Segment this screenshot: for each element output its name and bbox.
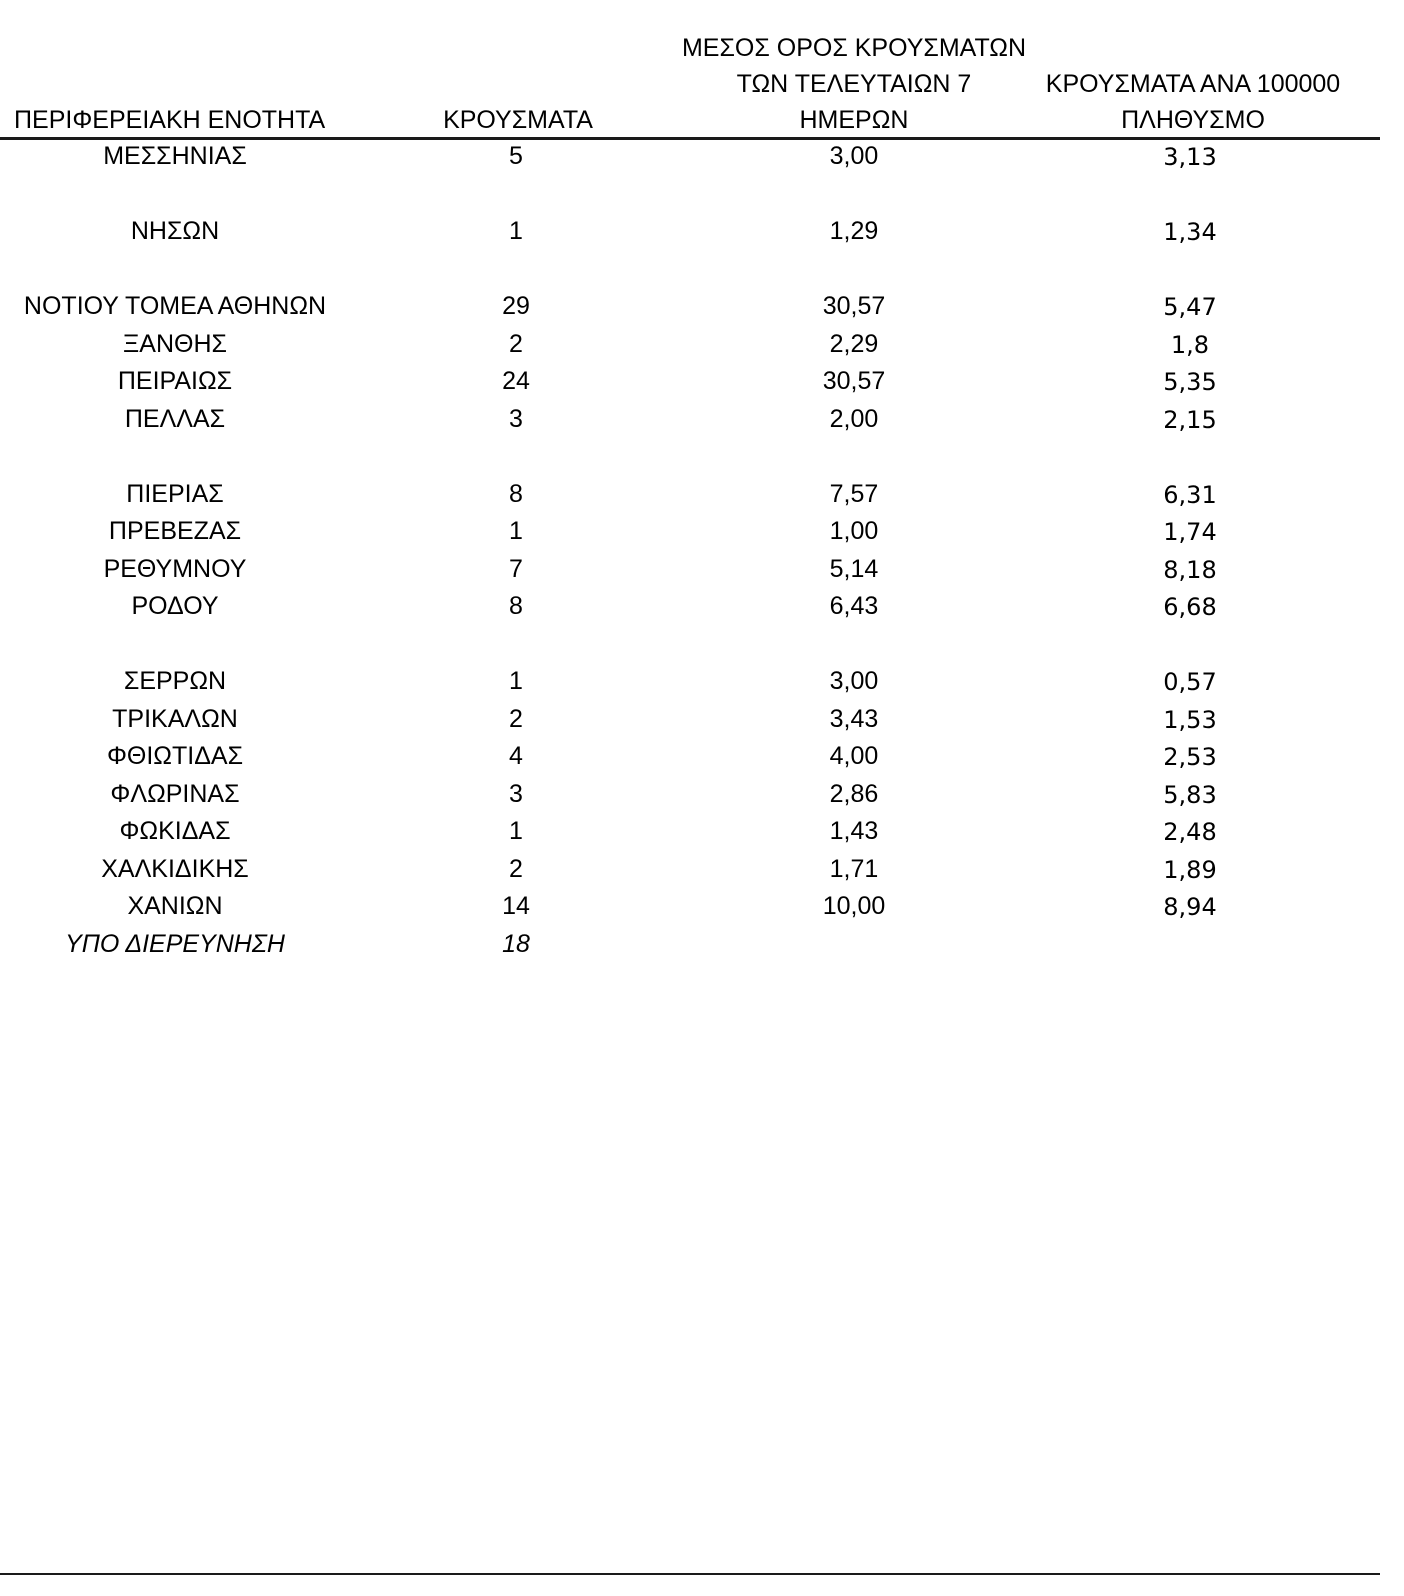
- region-name-cell: ΧΑΛΚΙΔΙΚΗΣ: [101, 854, 249, 883]
- data-table-body: [0, 137, 1404, 962]
- region-name-cell: ΠΕΙΡΑΙΩΣ: [117, 367, 233, 395]
- cases-cell: 18: [502, 929, 530, 958]
- cases-per-100000-cell: 3,13: [1163, 143, 1217, 171]
- cases-cell: 8: [509, 592, 523, 620]
- cases-per-100000-cell: 5,47: [1163, 293, 1217, 321]
- region-name-cell: ΠΕΛΛΑΣ: [124, 404, 226, 433]
- cases-cell: 2: [509, 854, 523, 883]
- avg-7-days-cell: 30,57: [822, 367, 886, 395]
- region-name-cell: ΞΑΝΘΗΣ: [123, 329, 227, 358]
- header-per-line-2: ΠΛΗΘΥΣΜΟ: [1121, 106, 1265, 134]
- region-name-cell: ΝΗΣΩΝ: [130, 217, 220, 245]
- table-row: [0, 550, 1404, 588]
- avg-7-days-cell: 3,00: [829, 142, 879, 170]
- region-name-cell: ΡΕΘΥΜΝΟΥ: [103, 554, 247, 583]
- cases-per-100000-cell: 1,53: [1163, 705, 1217, 734]
- region-name-cell: ΜΕΣΣΗΝΙΑΣ: [103, 142, 247, 170]
- header-avg-7-days: [664, 30, 1044, 138]
- header-avg-line-3: ΗΜΕΡΩΝ: [799, 106, 909, 134]
- avg-7-days-cell: 2,29: [829, 329, 879, 358]
- table-row: [0, 587, 1404, 662]
- cases-cell: 8: [509, 479, 523, 508]
- cases-per-100000-cell: 1,89: [1163, 855, 1217, 884]
- cases-per-100000-cell: 2,53: [1163, 743, 1217, 771]
- avg-7-days-cell: 5,14: [829, 554, 879, 583]
- cases-cell: 2: [509, 704, 523, 733]
- table-row: [0, 662, 1404, 700]
- cases-per-100000-cell: 8,94: [1163, 893, 1217, 921]
- table-row: [0, 700, 1404, 738]
- bottom-rule: [0, 1573, 1380, 1575]
- avg-7-days-cell: 1,00: [829, 517, 879, 545]
- avg-7-days-cell: 10,00: [822, 892, 886, 920]
- cases-per-100000-cell: 1,34: [1163, 218, 1217, 246]
- region-name-cell: ΤΡΙΚΑΛΩΝ: [112, 704, 238, 733]
- cases-cell: 3: [509, 404, 523, 433]
- cases-cell: 14: [502, 892, 530, 920]
- header-avg-line-2: ΤΩΝ ΤΕΛΕΥΤΑΙΩΝ 7: [736, 70, 972, 98]
- avg-7-days-cell: 2,86: [829, 779, 879, 808]
- cases-cell: 7: [509, 554, 523, 583]
- cases-cell: 1: [509, 517, 523, 545]
- cases-per-100000-cell: 1,8: [1170, 330, 1210, 359]
- avg-7-days-cell: 1,71: [829, 854, 879, 883]
- cases-per-100000-cell: 0,57: [1163, 668, 1217, 696]
- table-row: [0, 775, 1404, 813]
- region-name-cell: ΧΑΝΙΩΝ: [127, 892, 223, 920]
- cases-per-100000-cell: 2,15: [1163, 405, 1217, 434]
- cases-per-100000-cell: 6,31: [1163, 480, 1217, 509]
- header-region: ΠΕΡΙΦΕΡΕΙΑΚΗ ΕΝΟΤΗΤΑ: [14, 106, 326, 134]
- table-row: [0, 325, 1404, 363]
- table-row: [0, 887, 1404, 925]
- table-row: [0, 925, 1404, 963]
- avg-7-days-cell: 1,43: [829, 817, 879, 845]
- table-row: [0, 850, 1404, 888]
- region-name-cell: ΡΟΔΟΥ: [131, 592, 219, 620]
- table-row: [0, 475, 1404, 513]
- region-name-cell: ΦΛΩΡΙΝΑΣ: [110, 779, 240, 808]
- avg-7-days-cell: 4,00: [829, 742, 879, 770]
- avg-7-days-cell: 1,29: [829, 217, 879, 245]
- region-name-cell: ΦΩΚΙΔΑΣ: [119, 817, 231, 845]
- header-avg-line-1: ΜΕΣΟΣ ΟΡΟΣ ΚΡΟΥΣΜΑΤΩΝ: [681, 34, 1027, 62]
- avg-7-days-cell: 2,00: [829, 404, 879, 433]
- region-name-cell: ΠΙΕΡΙΑΣ: [126, 479, 224, 508]
- table-row: [0, 812, 1404, 850]
- cases-per-100000-cell: 5,83: [1163, 780, 1217, 809]
- cases-cell: 24: [502, 367, 530, 395]
- cases-per-100000-cell: 5,35: [1163, 368, 1217, 396]
- cases-cell: 2: [509, 329, 523, 358]
- header-per-line-1: ΚΡΟΥΣΜΑΤΑ ΑΝΑ 100000: [1045, 70, 1341, 98]
- table-row: [0, 212, 1404, 287]
- cases-per-100000-cell: 8,18: [1163, 555, 1217, 584]
- cases-cell: 1: [509, 817, 523, 845]
- cases-per-100000-cell: 1,74: [1163, 518, 1217, 546]
- table-row: [0, 400, 1404, 475]
- cases-cell: 4: [509, 742, 523, 770]
- cases-cell: 1: [509, 217, 523, 245]
- region-name-cell: ΣΕΡΡΩΝ: [123, 667, 227, 695]
- cases-cell: 5: [509, 142, 523, 170]
- region-name-cell: ΦΘΙΩΤΙΔΑΣ: [106, 742, 244, 770]
- region-name-cell: ΠΡΕΒΕΖΑΣ: [108, 517, 242, 545]
- cases-per-100000-cell: 6,68: [1163, 593, 1217, 621]
- table-row: [0, 362, 1404, 400]
- cases-cell: 1: [509, 667, 523, 695]
- avg-7-days-cell: 3,00: [829, 667, 879, 695]
- table-row: [0, 287, 1404, 325]
- header-cases: ΚΡΟΥΣΜΑΤΑ: [443, 106, 593, 134]
- table-row: [0, 737, 1404, 775]
- table-row: [0, 137, 1404, 212]
- avg-7-days-cell: 7,57: [829, 479, 879, 508]
- cases-cell: 29: [502, 292, 530, 320]
- table-row: [0, 512, 1404, 550]
- cases-per-100000-cell: 2,48: [1163, 818, 1217, 846]
- header-cases-per-100000: [1018, 66, 1368, 138]
- avg-7-days-cell: 30,57: [822, 292, 886, 320]
- cases-cell: 3: [509, 779, 523, 808]
- avg-7-days-cell: 6,43: [829, 592, 879, 620]
- avg-7-days-cell: 3,43: [829, 704, 879, 733]
- region-name-cell: ΝΟΤΙΟΥ ΤΟΜΕΑ ΑΘΗΝΩΝ: [23, 292, 327, 320]
- region-name-cell: ΥΠΟ ΔΙΕΡΕΥΝΗΣΗ: [65, 929, 285, 958]
